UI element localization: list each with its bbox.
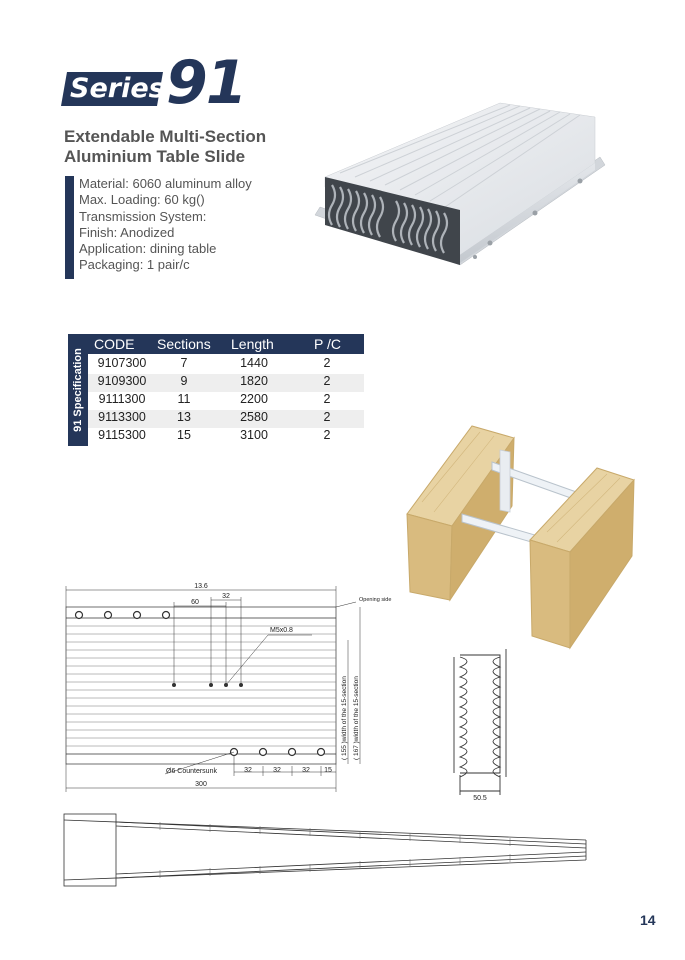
technical-drawing [50,580,410,800]
dim-bottom-32a: 32 [244,767,252,774]
cell-length: 1820 [240,374,268,388]
product-title [64,127,324,167]
col-header-pc: P /C [314,336,341,352]
cell-pc: 2 [323,392,331,406]
cross-section-drawing [452,645,516,805]
spec-accent-bar [65,176,74,279]
cell-code: 9107300 [97,356,147,370]
cell-sections: 11 [177,392,191,406]
cell-code: 9115300 [98,428,146,442]
table-illustration [402,422,642,654]
cell-length: 1440 [240,356,268,370]
spec-list [79,176,252,274]
table-row [88,428,364,446]
dim-300: 300 [195,781,207,788]
dim-bottom-32c: 32 [302,767,310,774]
table-row [88,374,364,392]
cell-pc: 2 [323,356,331,370]
cell-code: 9109300 [97,374,147,388]
dim-bottom-32b: 32 [273,767,281,774]
spec-item: Packaging: 1 pair/c [79,257,190,273]
countersunk-label: Ø6 Countersunk [166,768,217,775]
series-word: Series [70,73,165,104]
product-title-line1: Extendable Multi-Section [64,127,267,146]
col-header-length: Length [231,336,274,352]
spec-item: Application: dining table [79,241,217,257]
spec-item: Max. Loading: 60 kg() [79,192,205,208]
cell-pc: 2 [323,410,331,424]
screw-label: M5x0.8 [270,627,293,634]
cell-sections: 9 [180,374,188,388]
dim-overall-top: 13.6 [194,583,208,590]
dim-32-top: 32 [222,593,230,600]
width-155-label: ( 155 )width of the 15-section [341,676,348,760]
width-167-label: ( 167 )width of the 15-section [353,676,360,760]
extended-side-view [50,810,590,890]
dim-60: 60 [191,599,199,606]
col-header-sections: Sections [157,336,211,352]
cell-code: 9111300 [98,392,146,406]
cell-length: 3100 [240,428,268,442]
cell-length: 2200 [240,392,268,406]
spec-item: Transmission System: [79,208,207,224]
cell-code: 9113300 [98,410,146,424]
product-title-line2: Aluminium Table Slide [64,147,246,166]
opening-side-label: Opening side [359,597,392,603]
cell-sections: 15 [177,428,191,442]
cross-width-label: 50.5 [473,795,487,802]
dim-bottom-15: 15 [324,767,332,774]
cell-sections: 7 [180,356,188,370]
cell-pc: 2 [323,428,331,442]
spec-item: Material: 6060 aluminum alloy [79,176,252,191]
table-row [88,392,364,410]
table-row [88,410,364,428]
spec-item: Finish: Anodized [79,224,175,240]
cell-length: 2580 [240,410,268,424]
col-header-code: CODE [94,336,135,352]
series-number: 91 [166,48,246,118]
table-side-label: 91 Specification [72,348,85,432]
cell-sections: 13 [177,410,191,424]
product-photo [310,95,610,275]
cell-pc: 2 [323,374,331,388]
page-number: 14 [640,912,656,928]
table-row [88,356,364,374]
